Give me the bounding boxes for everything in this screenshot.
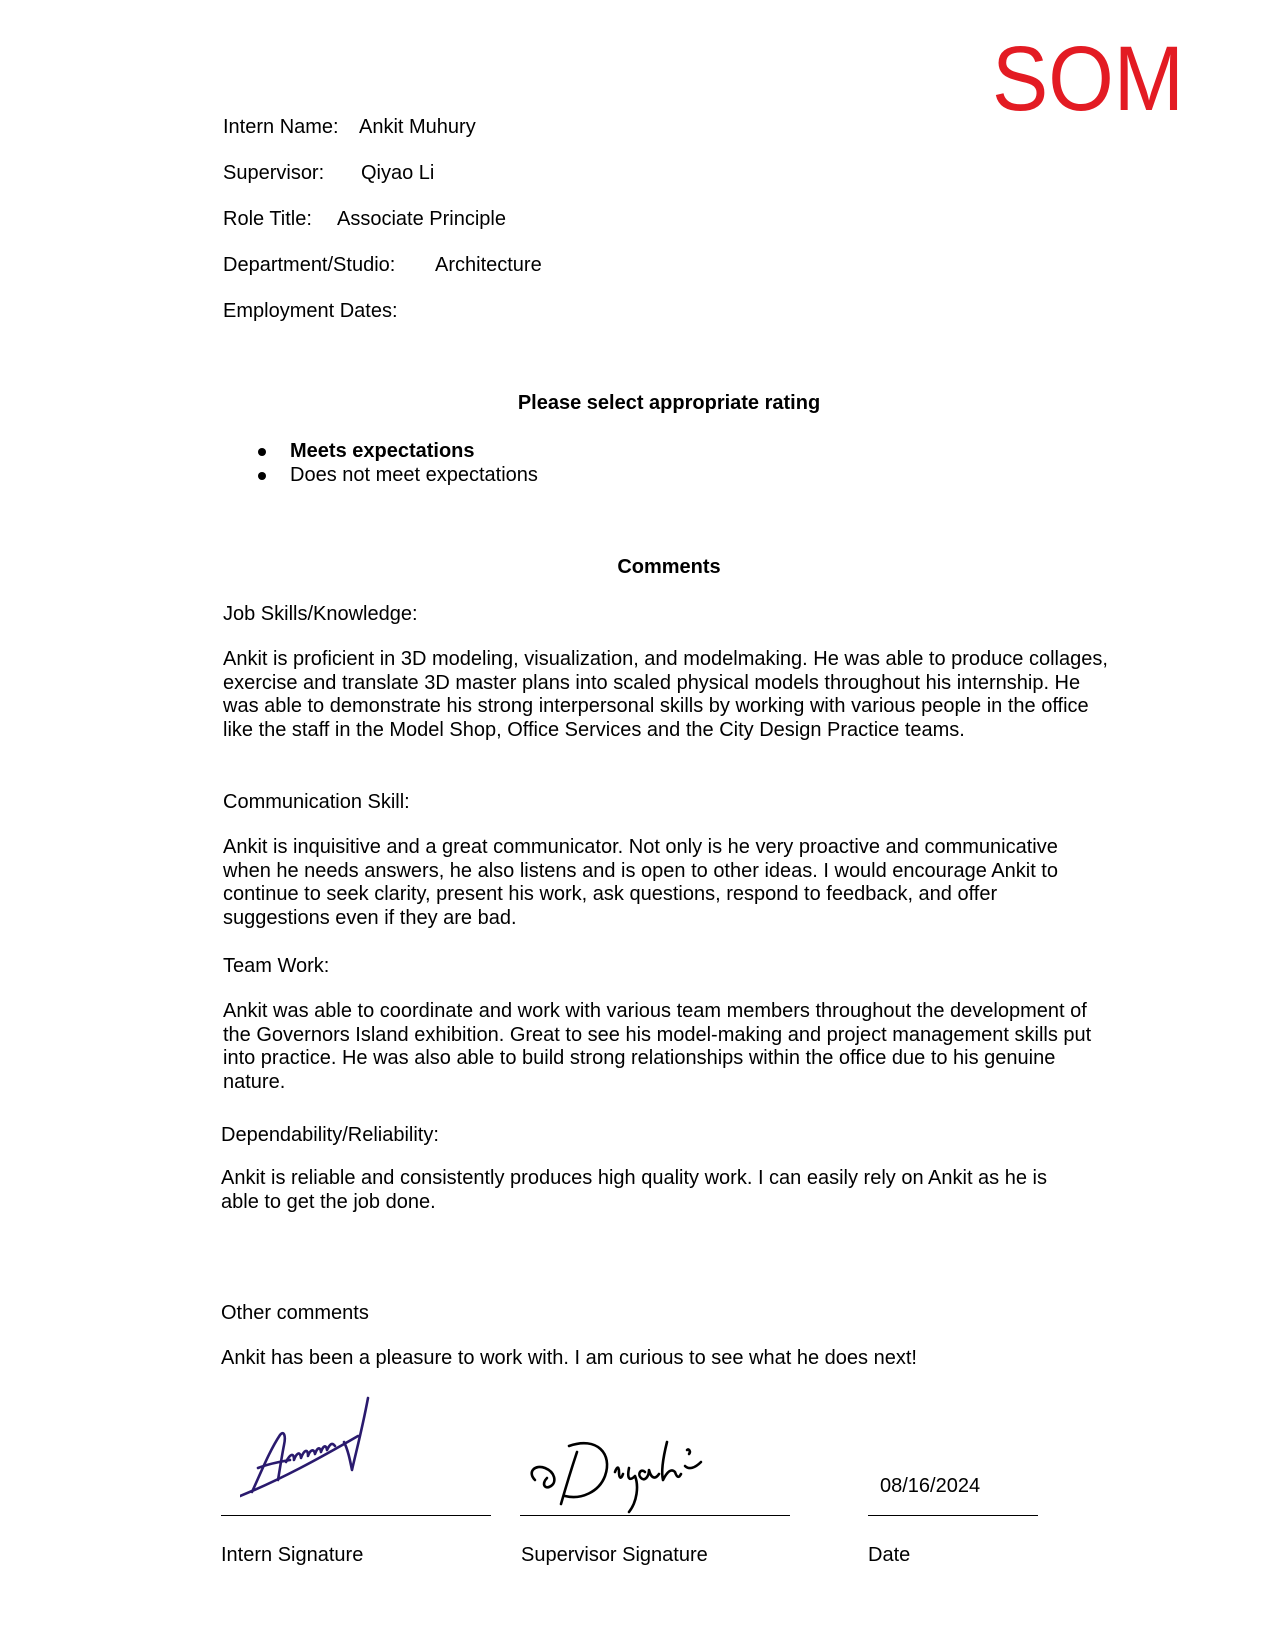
role-title-label: Role Title:	[223, 208, 312, 230]
som-logo	[992, 36, 1192, 116]
job-skills-label: Job Skills/Knowledge:	[223, 603, 418, 625]
employment-dates-field	[223, 299, 398, 323]
rating-options	[258, 439, 538, 487]
comments-heading: Comments	[617, 556, 721, 578]
department-label: Department/Studio:	[223, 254, 396, 276]
intern-signature-line	[221, 1515, 491, 1516]
rating-option-meets[interactable]	[258, 439, 538, 463]
other-comments-text: Ankit has been a pleasure to work with. I am curious to see what he does next!	[221, 1347, 917, 1369]
intern-name-value: Ankit Muhury	[359, 116, 476, 138]
rating-heading: Please select appropriate rating	[517, 392, 821, 414]
role-title-value: Associate Principle	[337, 208, 506, 230]
bullet-icon	[258, 472, 266, 480]
communication-skill-text: Ankit is inquisitive and a great communicator. Not only is he very proactive and communicative when he needs answers, he also listens and is open to other ideas. I would encourage Ankit to continue to seek clarity, present his work, ask questions, respond to feedback, and offer suggestions even if they are bad.	[223, 836, 1058, 929]
department-value: Architecture	[435, 254, 542, 276]
rating-option-label: Meets expectations	[290, 440, 475, 462]
supervisor-signature-image	[525, 1432, 725, 1517]
communication-skill-label: Communication Skill:	[223, 791, 410, 813]
date-caption: Date	[868, 1544, 911, 1566]
intern-signature-image	[240, 1390, 390, 1505]
supervisor-signature-caption: Supervisor Signature	[521, 1544, 708, 1566]
dependability-label: Dependability/Reliability:	[221, 1124, 439, 1146]
bullet-icon	[258, 448, 266, 456]
date-value: 08/16/2024	[880, 1475, 981, 1497]
supervisor-value: Qiyao Li	[361, 162, 435, 184]
dependability-text: Ankit is reliable and consistently produces high quality work. I can easily rely on Ankit as he is able to get the job done.	[221, 1167, 1047, 1213]
supervisor-signature-line	[520, 1515, 790, 1516]
supervisor-field	[223, 161, 435, 185]
date-line	[868, 1515, 1038, 1516]
intern-name-label: Intern Name:	[223, 116, 339, 138]
job-skills-text: Ankit is proficient in 3D modeling, visualization, and modelmaking. He was able to produce collages, exercise and translate 3D master plans into scaled physical models throughout his internship. He was able to demonstrate his strong interpersonal skills by working with various people in the office like the staff in the Model Shop, Office Services and the City Design Practice teams.	[223, 648, 1108, 741]
supervisor-label: Supervisor:	[223, 162, 325, 184]
department-field	[223, 253, 542, 277]
other-comments-label: Other comments	[221, 1302, 369, 1324]
team-work-label: Team Work:	[223, 955, 330, 977]
som-logo-text: SOM	[992, 36, 1184, 116]
team-work-text: Ankit was able to coordinate and work with various team members throughout the development of the Governors Island exhibition. Great to see his model-making and project management skills put into practice. He was also able to build strong relationships within the office due to his genuine nature.	[223, 1000, 1092, 1093]
role-title-field	[223, 207, 506, 231]
intern-name-field	[223, 115, 476, 139]
rating-option-does-not-meet[interactable]	[258, 463, 538, 487]
employment-dates-label: Employment Dates:	[223, 300, 398, 322]
rating-option-label: Does not meet expectations	[290, 464, 538, 486]
intern-signature-caption: Intern Signature	[221, 1544, 364, 1566]
